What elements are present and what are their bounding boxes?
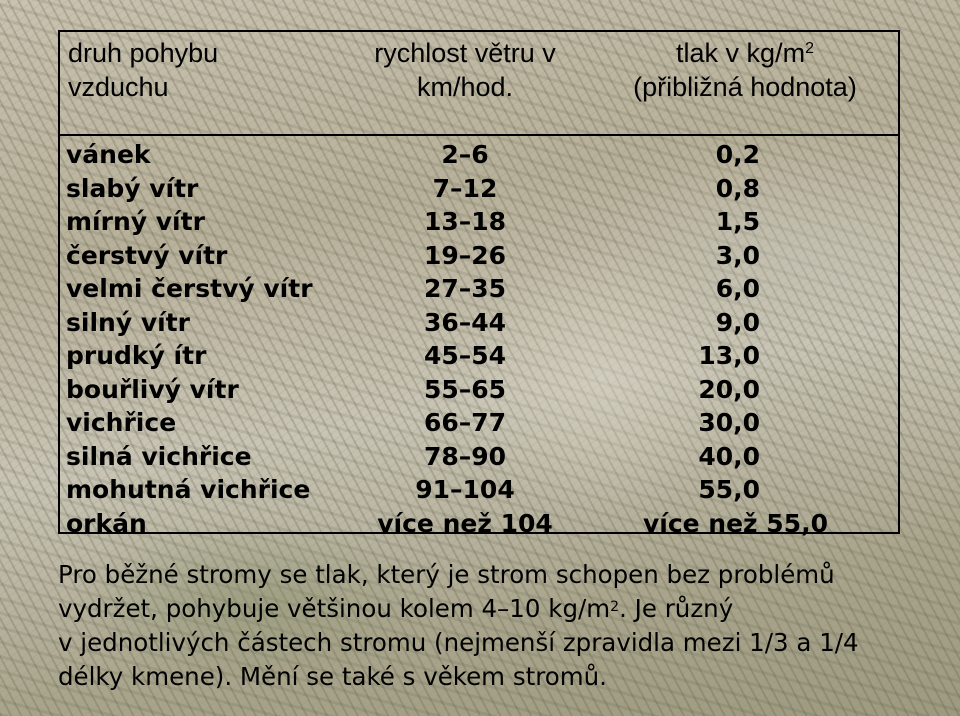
table-body — [60, 140, 898, 542]
note-line: vydržet, pohybuje většinou kolem 4–10 $kg/m^2$. Je různý — [58, 594, 734, 623]
table-row: bouřlivý vítr 55–65 20,0 — [66, 374, 760, 404]
table-row: vánek 2–6 0,2 — [66, 140, 760, 169]
wind-table — [58, 30, 900, 538]
table-row: orkán více než 104 více než 55,0 — [66, 508, 828, 538]
table-row: silná vichřice 78–90 40,0 — [66, 441, 760, 471]
note-line: Pro běžné stromy se tlak, který je strom schopen bez problémů — [58, 560, 835, 589]
table-row: čerstvý vítr 19–26 3,0 — [66, 240, 760, 270]
explanatory-note — [58, 558, 918, 694]
table-row: slabý vítr 7–12 0,8 — [66, 173, 760, 203]
header-pressure: tlak v $kg/m^2$ (přibližná hodnota) — [633, 38, 857, 102]
table-row: prudký ítr 45–54 13,0 — [66, 341, 760, 370]
header-wind-speed: rychlost větru v km/hod. — [374, 38, 556, 102]
table-row: silný vítr 36–44 9,0 — [66, 307, 760, 337]
table-row: vichřice 66–77 30,0 — [66, 408, 760, 437]
table-row: mírný vítr 13–18 1,5 — [66, 207, 760, 236]
table-row: mohutná vichřice 91–104 55,0 — [66, 475, 760, 504]
table-header — [60, 32, 898, 136]
header-movement-type: druh pohybu vzduchu — [68, 38, 219, 102]
note-line: v jednotlivých částech stromu (nejmenší zpravidla mezi 1/3 a 1/4 — [58, 628, 859, 657]
table-row: velmi čerstvý vítr 27–35 6,0 — [66, 274, 760, 303]
note-line: délky kmene). Mění se také s věkem stromů. — [58, 662, 607, 691]
